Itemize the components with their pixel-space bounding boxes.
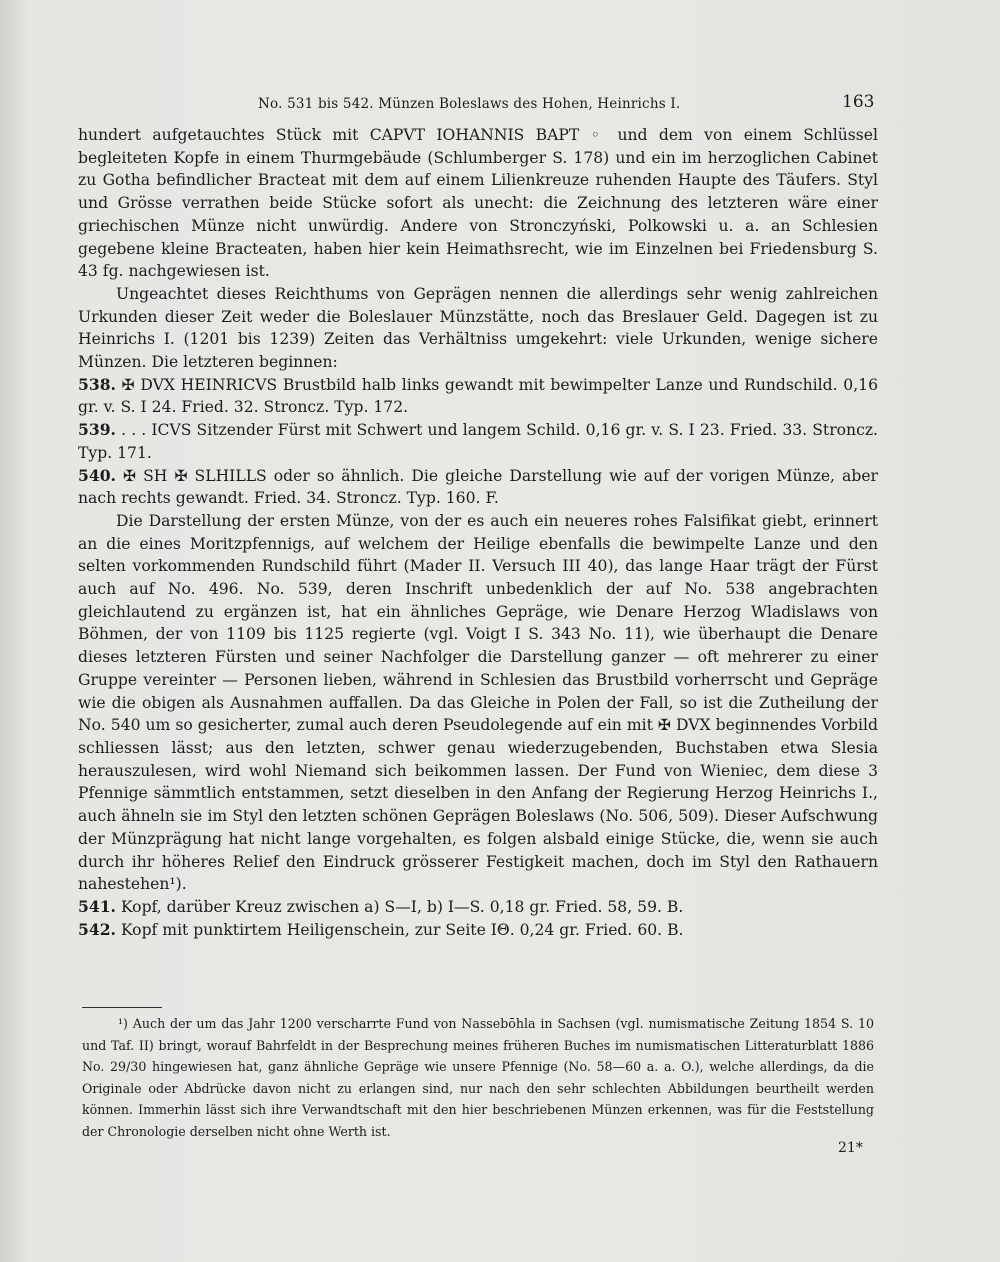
- printer-signature: 21*: [838, 1140, 863, 1156]
- entry-description: Kopf, darüber Kreuz zwischen a) S—I, b) I—S. 0,18 gr. Fried. 58, 59. B.: [120, 897, 684, 916]
- entry-number: 540.: [78, 465, 116, 485]
- body-text: [78, 124, 878, 941]
- entry-number: 539.: [78, 420, 116, 440]
- entry-number: 541.: [78, 896, 116, 916]
- paragraph-continuation: hundert aufgetauchtes Stück mit CAPVT IOHANNIS BAPT ◦ und dem von einem Schlüssel begleiteten Kopfe in einem Thurmgebäude (Schlumberger S. 178) und ein im herzoglichen Cabinet zu Gotha befindlicher Bracteat mit dem auf einem Lilienkreuze ruhenden Haupte des Täufers. Styl und Grösse verrathen beide Stücke sofort als unecht: die Zeichnung des letzteren wäre einer griechischen Münze nicht unwürdig. Andere von Stronczyński, Polkowski u. a. an Schlesien gegebene kleine Bracteaten, haben hier kein Heimathsrecht, wie im Einzelnen bei Friedensburg S. 43 fg. nachgewiesen ist.: [78, 126, 878, 281]
- coin-entry-539: [78, 419, 878, 464]
- footnote-1: ¹) Auch der um das Jahr 1200 verscharrte Fund von Nassebōhla in Sachsen (vgl. numismatische Zeitung 1854 S. 10 und Taf. II) bringt, worauf Bahrfeldt in der Besprechung meines früheren Buches im numismatischen Litteraturblatt 1886 No. 29/30 hingewiesen hat, ganz ähnliche Gepräge wie unsere Pfennige (No. 58—60 a. a. O.), welche allerdings, da die Originale oder Abdrücke davon nicht zu erlangen sind, nur nach den sehr schlechten Abbildungen beurtheilt werden können. Immerhin lässt sich ihre Verwandtschaft mit den hier beschriebenen Münzen erkennen, was für die Feststellung der Chronologie derselben nicht ohne Werth ist.: [82, 1016, 874, 1139]
- entry-number: 542.: [78, 919, 116, 939]
- paragraph-discussion: Die Darstellung der ersten Münze, von der es auch ein neueres rohes Falsifikat giebt, erinnert an die eines Moritzpfennigs, auf welchem der Heilige ebenfalls die bewimpelte Lanze und den selten vorkommenden Rundschild führt (Mader II. Versuch III 40), das lange Haar trägt der Fürst auch auf No. 496. No. 539, deren Inschrift unbedenklich der auf No. 538 angebrachten gleichlautend zu ergänzen ist, hat ein ähnliches Gepräge, wie Denare Herzog Wladislaws von Böhmen, der von 1109 bis 1125 regierte (vgl. Voigt I S. 343 No. 11), wie überhaupt die Denare dieses letzteren Fürsten und seiner Nachfolger die Darstellung ganzer — oft mehrerer zu einer Gruppe vereinter — Personen lieben, während in Schlesien das Brustbild vorherrscht und Gepräge wie die obigen als Ausnahmen auffallen. Da das Gleiche in Polen der Fall, so ist die Zutheilung der No. 540 um so gesicherter, zumal auch deren Pseudolegende auf ein mit ✠ DVX beginnendes Vorbild schliessen lässt; aus den letzten, schwer genau wiederzugebenden, Buchstaben etwa Slesia herauszulesen, wird wohl Niemand sich beikommen lassen. Der Fund von Wieniec, dem diese 3 Pfennige sämmtlich entstammen, setzt dieselben in den Anfang der Regierung Herzog Heinrichs I., auch ähneln sie im Styl den letzten schönen Geprägen Boleslaws (No. 506, 509). Dieser Aufschwung der Münzprägung hat nicht lange vorgehalten, es folgen alsbald einige Stücke, die, wenn sie auch durch ihr höheres Relief den Eindruck grösserer Festigkeit machen, doch im Styl den Rathauern nahestehen¹).: [78, 511, 878, 894]
- coin-entry-541: [78, 896, 878, 919]
- footnote-divider: [82, 1007, 162, 1008]
- coin-entry-540: [78, 465, 878, 510]
- coin-entry-538: [78, 374, 878, 419]
- footnotes: [82, 1013, 874, 1142]
- page-number: 163: [842, 92, 875, 112]
- running-head: No. 531 bis 542. Münzen Boleslaws des Hohen, Heinrichs I.: [258, 96, 681, 112]
- paragraph-urkunden: Ungeachtet dieses Reichthums von Geprägen nennen die allerdings sehr wenig zahlreichen Urkunden dieser Zeit weder die Boleslauer Münzstätte, noch das Breslauer Geld. Dagegen ist zu Heinrichs I. (1201 bis 1239) Zeiten das Verhältniss umgekehrt: viele Urkunden, wenige sichere Münzen. Die letzteren beginnen:: [78, 284, 878, 372]
- entry-description: Kopf mit punktirtem Heiligenschein, zur Seite IΘ. 0,24 gr. Fried. 60. B.: [120, 920, 684, 939]
- entry-description: . . . ICVS Sitzender Fürst mit Schwert und langem Schild. 0,16 gr. v. S. I 23. Fried. 33. Stroncz. Typ. 171.: [78, 421, 878, 462]
- entry-number: 538.: [78, 374, 116, 394]
- entry-description: ✠ DVX HEINRICVS Brustbild halb links gewandt mit bewimpelter Lanze und Rundschild. 0,16 gr. v. S. I 24. Fried. 32. Stroncz. Typ. 172.: [78, 375, 878, 417]
- coin-entry-542: [78, 919, 878, 942]
- entry-description: ✠ SH ✠ SLHILLS oder so ähnlich. Die gleiche Darstellung wie auf der vorigen Münze, aber nach rechts gewandt. Fried. 34. Stroncz. Typ. 160. F.: [78, 466, 878, 508]
